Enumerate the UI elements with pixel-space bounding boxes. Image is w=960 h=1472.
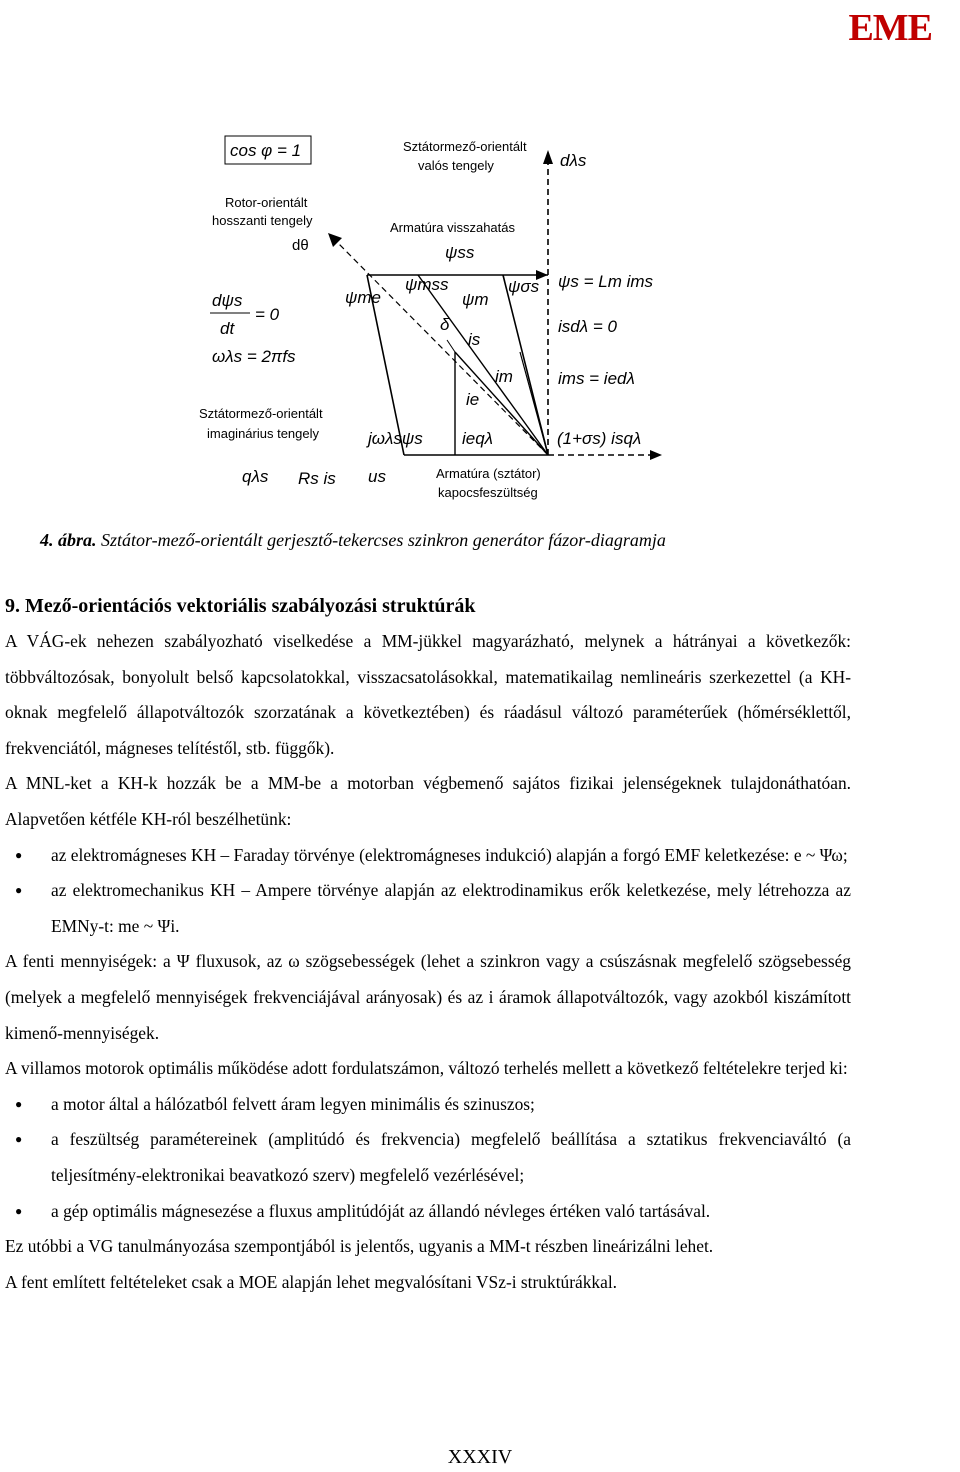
eq-psi-s: ψs = Lm ims [558, 272, 654, 291]
d-theta-label: dθ [292, 237, 309, 254]
j-omega-psi-label: jωλsψs [368, 429, 423, 448]
paragraph-5: Ez utóbbi a VG tanulmányozása szempontjából is jelentős, ugyanis a MM-t részben lineárizálni lehet. [5, 1236, 714, 1257]
bullet-list-2 [5, 1087, 851, 1229]
armature-reaction-label: Armatúra visszahatás [390, 220, 515, 235]
bullet-list-1 [5, 838, 851, 945]
i-s-label: is [468, 330, 481, 349]
stator-imag-axis-label-2: imaginárius tengely [207, 426, 320, 441]
eq-omega: ωλs = 2πfs [212, 347, 296, 366]
paragraph-6: A fent említett feltételeket csak a MOE alapján lehet megvalósítani VSz-i struktúrákkal. [5, 1271, 618, 1292]
rs-is-label: Rs is [298, 469, 336, 488]
delta-arc [447, 340, 455, 352]
section-heading: 9. Mező-orientációs vektoriális szabályozási struktúrák [5, 595, 476, 617]
psi-me-label: ψme [345, 288, 381, 307]
figure-caption-number: 4. ábra. [40, 530, 97, 550]
eme-logo: EME [848, 7, 932, 49]
eq-isd: isdλ = 0 [558, 317, 617, 336]
d-axis-label: dλs [560, 151, 587, 170]
i-m-label: im [495, 367, 513, 386]
paragraph-2: A MNL-ket a KH-k hozzák be a MM-be a motorban végbemenő sajátos fizikai jelenségeknek tulajdonáthatóan. Alapvetően kétféle KH-ról beszélhetünk: [5, 773, 851, 829]
phasor-diagram [0, 0, 960, 520]
q-axis-label: qλs [242, 467, 269, 486]
psi-sigma-s-label: ψσs [508, 277, 540, 296]
i-eq-label: ieqλ [462, 429, 494, 448]
terminal-voltage-label-2: kapocsfeszültség [438, 485, 538, 500]
figure-caption-text: Sztátor-mező-orientált gerjesztő-tekercses szinkron generátor fázor-diagramja [96, 530, 666, 550]
page-number: XXXIV [447, 1446, 513, 1468]
rotor-axis-label-2: hosszanti tengely [212, 213, 313, 228]
list-item: ● az elektromechanikus KH – Ampere törvénye alapján az elektrodinamikus erők keletkezése, mely létrehozza az EMNy-t: me ~ Ψi. [51, 873, 851, 944]
psi-ss-label: ψss [445, 243, 475, 262]
i-e-label: ie [466, 390, 480, 409]
eq-ims: ims = iedλ [558, 369, 635, 388]
stator-real-axis-arrow-icon [543, 150, 553, 164]
stator-real-axis-label-2: valós tengely [418, 158, 494, 173]
eq-dpsi-numerator: dψs [212, 291, 243, 310]
eq-isq: (1+σs) isqλ [557, 429, 642, 448]
stator-imag-axis-label-1: Sztátormező-orientált [199, 406, 323, 421]
stator-real-axis-label-1: Sztátormező-orientált [403, 139, 527, 154]
paragraph-1: A VÁG-ek nehezen szabályozható viselkedése a MM-jükkel magyarázható, melynek a hátrányai a következők: többváltozósak, bonyolult belső kapcsolatokkal, visszacsatolásokkal, matematikailag nemlineáris szerkezettel (a KH-oknak megfelelő állapotváltozók szorzatának a következtében) és ráadásul változó paraméterűek (hőmérséklettől, frekvenciától, mágneses telítéstől, stb. függők). [5, 631, 851, 758]
psi-m-label: ψm [462, 290, 489, 309]
cos-phi-label: cos φ = 1 [230, 141, 302, 160]
figure-caption [40, 530, 666, 551]
paragraph-3: A fenti mennyiségek: a Ψ fluxusok, az ω szögsebességek (lehet a szinkron vagy a csúszásnak megfelelő szögsebesség (melyek a megfelelő mennyiségek frekvenciájával arányosak) és az i áramok állapotváltozók, vagy azokból kiszámított kimenő-mennyiségek. [5, 951, 851, 1043]
stator-imag-axis-arrow-icon [650, 450, 662, 460]
rotor-axis-line [335, 240, 548, 455]
list-item: ● a motor által a hálózatból felvett áram legyen minimális és szinuszos; [51, 1087, 851, 1123]
terminal-voltage-label-1: Armatúra (sztátor) [436, 466, 541, 481]
u-s-label: us [368, 467, 386, 486]
psi-mss-label: ψmss [405, 275, 449, 294]
list-item: ● az elektromágneses KH – Faraday törvénye (elektromágneses indukció) alapján a forgó EMF keletkezése: e ~ Ψω; [51, 838, 851, 874]
section-body [5, 588, 851, 1300]
paragraph-4: A villamos motorok optimális működése adott fordulatszámon, változó terhelés mellett a következő feltételekre terjed ki: [5, 1058, 848, 1079]
delta-label: δ [440, 315, 450, 334]
rotor-axis-label-1: Rotor-orientált [225, 195, 308, 210]
list-item: ● a feszültség paramétereinek (amplitúdó és frekvencia) megfelelő beállítása a sztatikus frekvenciaváltó (a teljesítmény-elektronikai beavatkozó szerv) megfelelő vezérlésével; [51, 1122, 851, 1193]
eq-dpsi-denominator: dt [220, 319, 235, 338]
list-item: ● a gép optimális mágnesezése a fluxus amplitúdóját az állandó névleges értéken való tartásával. [51, 1194, 851, 1230]
eq-dpsi-rhs: = 0 [255, 305, 280, 324]
